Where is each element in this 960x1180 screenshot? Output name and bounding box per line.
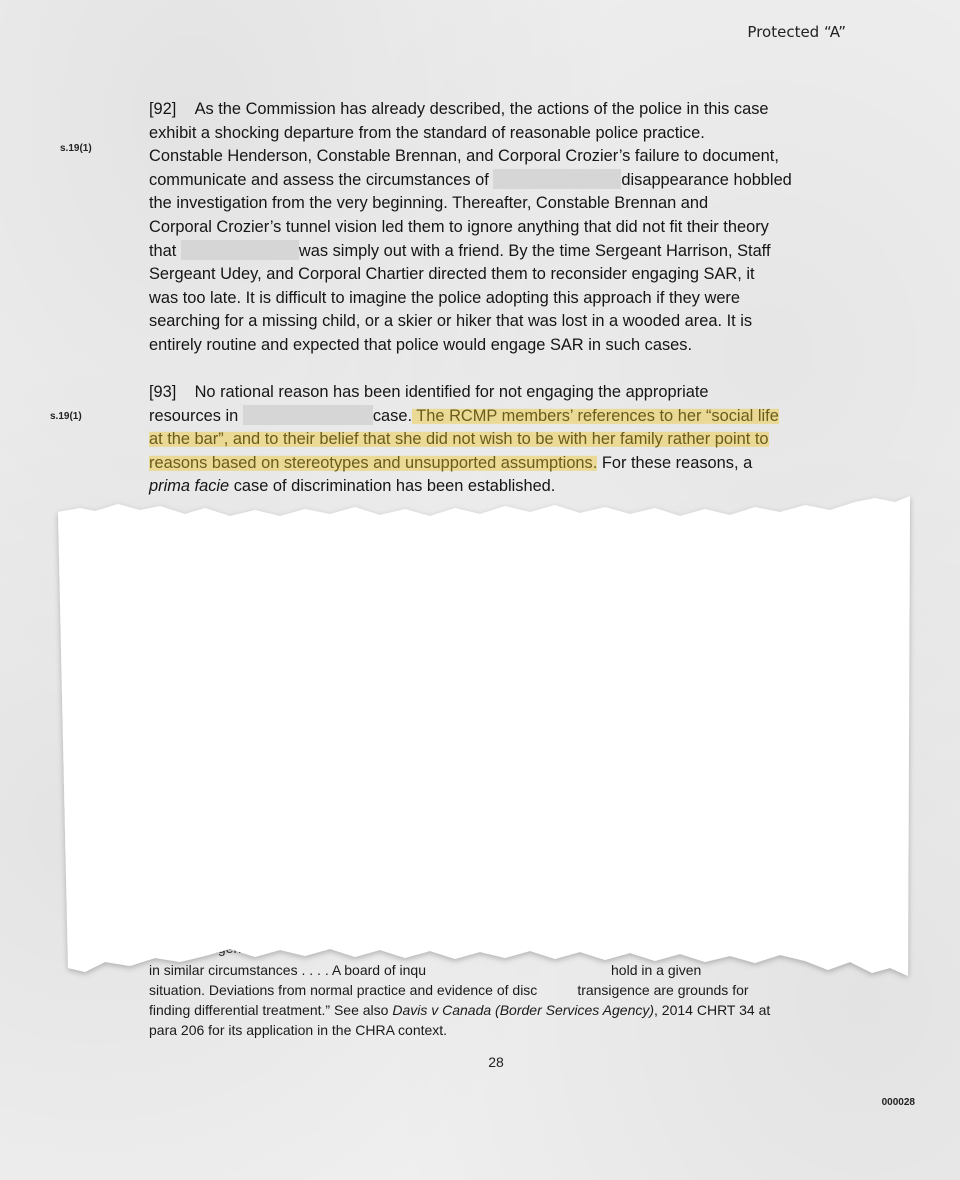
para92-line: Constable Henderson, Constable Brennan, and Corporal Crozier’s failure to document, [149,147,779,166]
document-number: 000028 [881,1097,915,1108]
footnote-line: in similar circumstances . . . . A board of inqu hold in a given [149,962,702,978]
para93-line: prima facie case of discrimination has been established. [149,477,556,496]
margin-note-para92: s.19(1) [60,143,92,154]
para92-line: communicate and assess the circumstances of disappearance hobbled [149,170,792,189]
para92-number: [92] [149,100,177,118]
para92-line: exhibit a shocking departure from the standard of reasonable police practice. [149,123,705,142]
footnote-line: situation. Deviations from normal practice and evidence of disc transigence are grounds for [149,982,749,998]
footnote [149,960,849,1040]
margin-note-para93: s.19(1) [50,411,82,422]
highlighted-text: at the bar”, and to their belief that she did not wish to be with her family rather point to [149,430,769,449]
para93-line: [93] No rational reason has been identified for not engaging the appropriate [149,383,709,401]
para92-line: entirely routine and expected that police would engage SAR in such cases. [149,335,693,354]
footnote-line: para 206 for its application in the CHRA context. [149,1022,448,1038]
classification-label: Protected “A” [747,23,846,41]
para92-line: was too late. It is difficult to imagine the police adopting this approach if they were [149,288,741,307]
para93-number: [93] [149,383,177,401]
footnote-line: finding differential treatment.” See also Davis v Canada (Border Services Agency), 2014 CHRT 34 at [149,1002,771,1018]
highlighted-text: reasons based on stereotypes and unsupported assumptions. [149,453,598,472]
para92-line: Sergeant Udey, and Corporal Chartier directed them to reconsider engaging SAR, it [149,265,755,284]
para92-line: that was simply out with a friend. By the time Sergeant Harrison, Staff [149,241,771,260]
para93-line: reasons based on stereotypes and unsupported assumptions. For these reasons, a [149,453,753,472]
para92-line: [92] As the Commission has already described, the actions of the police in this case [149,100,769,118]
page-number: 28 [488,1054,504,1070]
para92-line: searching for a missing child, or a skier or hiker that was lost in a wooded area. It is [149,312,753,331]
para92-line: the investigation from the very beginning. Thereafter, Constable Brennan and [149,194,709,213]
para92-line: Corporal Crozier’s tunnel vision led them to ignore anything that did not fit their theory [149,217,769,236]
highlighted-text: The RCMP members’ references to her “social life [412,406,779,425]
para93-line: resources in case. The RCMP members’ references to her “social life [149,406,779,425]
